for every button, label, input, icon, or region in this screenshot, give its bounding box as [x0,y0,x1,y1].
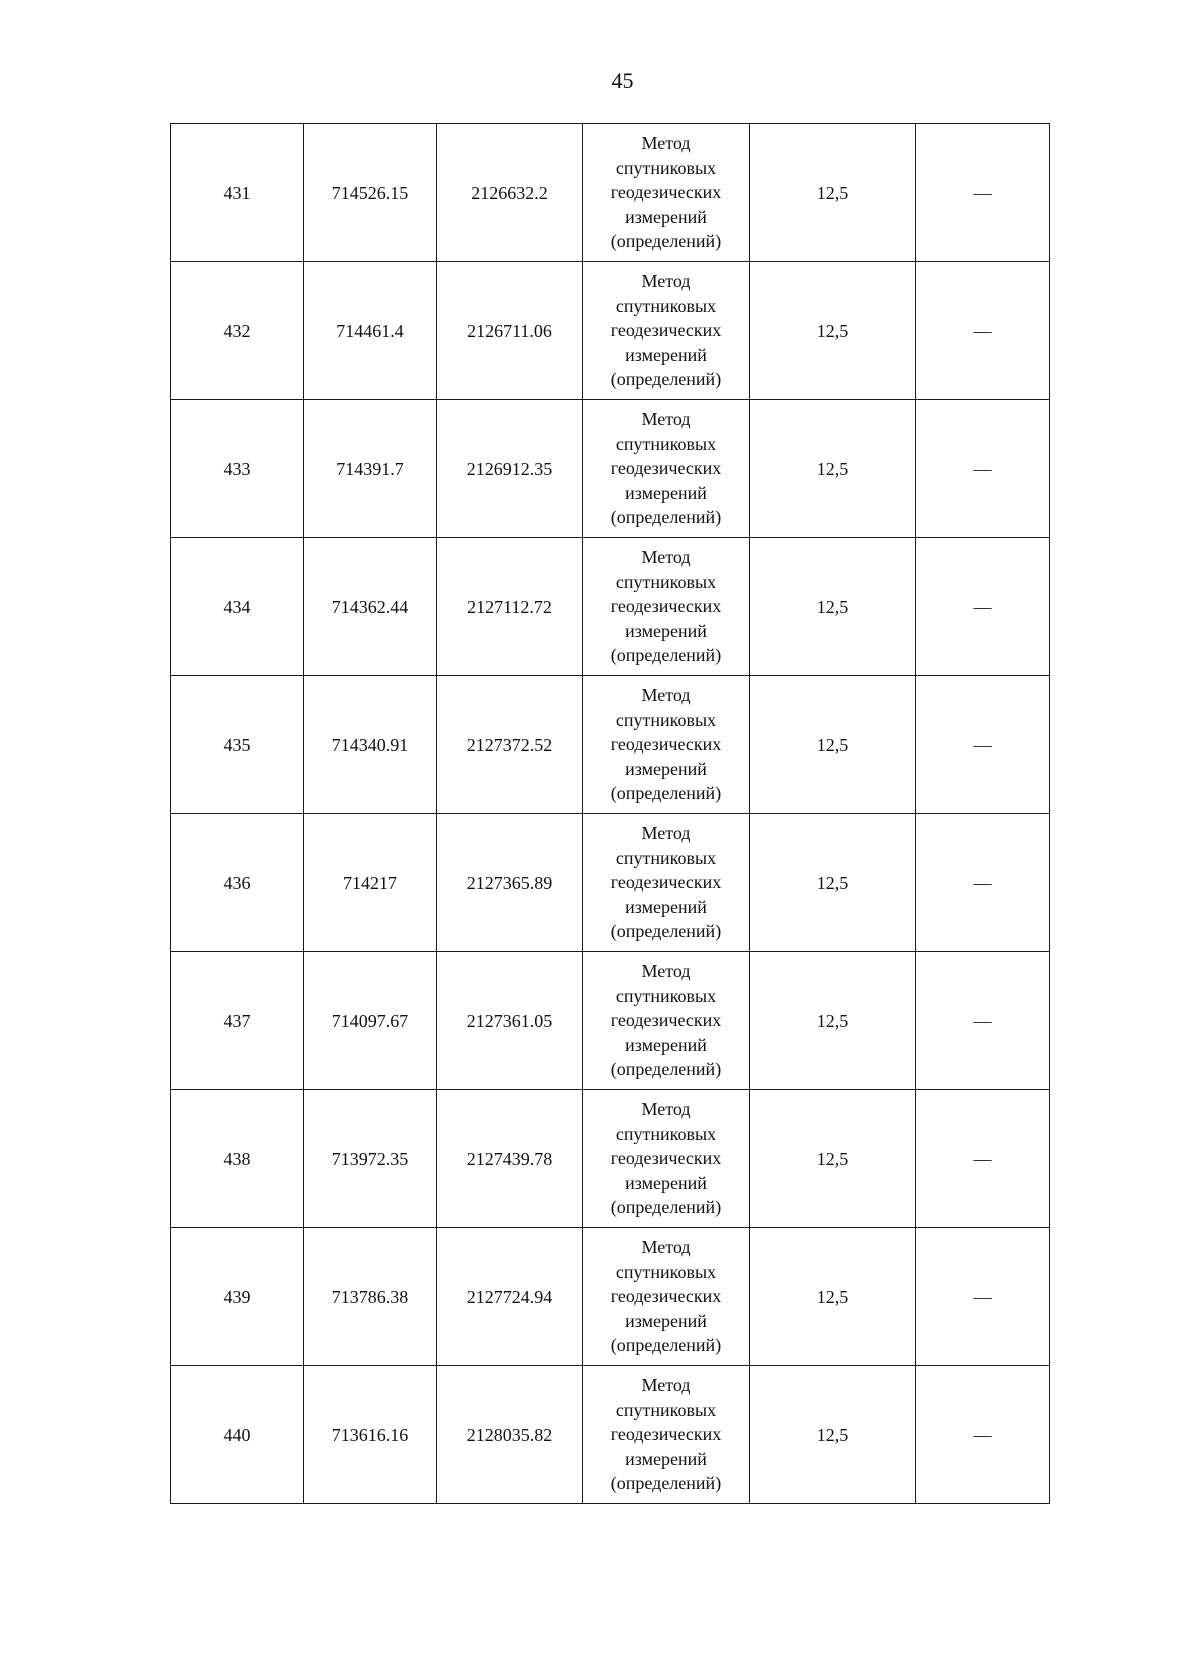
accuracy-value: 12,5 [750,124,916,262]
method-cell [583,400,750,538]
method-line: спутниковых [615,847,717,868]
point-number: 435 [171,676,304,814]
y-coordinate: 2126632.2 [437,124,583,262]
x-coordinate: 714340.91 [304,676,437,814]
point-number: 434 [171,538,304,676]
method-line: Метод [641,823,691,844]
method-line: спутниковых [615,709,717,730]
extra-value: — [916,814,1050,952]
extra-value: — [916,124,1050,262]
method-cell [583,538,750,676]
table-row [171,814,1050,952]
accuracy-value: 12,5 [750,676,916,814]
method-line: геодезических [610,734,722,755]
method-line: геодезических [610,872,722,893]
method-line: измерений [625,344,707,365]
point-number: 438 [171,1090,304,1228]
method-line: геодезических [610,1424,722,1445]
method-line: геодезических [610,1148,722,1169]
method-line: спутниковых [615,295,717,316]
method-line: геодезических [610,1010,722,1031]
accuracy-value: 12,5 [750,538,916,676]
method-line: спутниковых [615,433,717,454]
method-cell [583,814,750,952]
method-line: (определений) [610,507,722,528]
x-coordinate: 714526.15 [304,124,437,262]
method-line: (определений) [610,645,722,666]
method-cell [583,1090,750,1228]
method-line: Метод [641,1237,691,1258]
table-row [171,538,1050,676]
accuracy-value: 12,5 [750,952,916,1090]
y-coordinate: 2127361.05 [437,952,583,1090]
x-coordinate: 714461.4 [304,262,437,400]
method-line: Метод [641,1375,691,1396]
y-coordinate: 2128035.82 [437,1366,583,1504]
extra-value: — [916,952,1050,1090]
extra-value: — [916,1366,1050,1504]
point-number: 431 [171,124,304,262]
y-coordinate: 2127112.72 [437,538,583,676]
method-line: спутниковых [615,571,717,592]
table-row [171,952,1050,1090]
method-line: геодезических [610,182,722,203]
extra-value: — [916,1090,1050,1228]
x-coordinate: 714217 [304,814,437,952]
method-line: измерений [625,896,707,917]
y-coordinate: 2127439.78 [437,1090,583,1228]
extra-value: — [916,400,1050,538]
page-number: 45 [611,68,634,93]
method-line: Метод [641,133,691,154]
method-line: спутниковых [615,1399,717,1420]
method-line: (определений) [610,1197,722,1218]
method-line: (определений) [610,1059,722,1080]
method-line: геодезических [610,458,722,479]
method-line: геодезических [610,596,722,617]
extra-value: — [916,262,1050,400]
method-line: Метод [641,271,691,292]
method-line: измерений [625,206,707,227]
method-line: измерений [625,1034,707,1055]
point-number: 433 [171,400,304,538]
method-line: измерений [625,1310,707,1331]
y-coordinate: 2126711.06 [437,262,583,400]
y-coordinate: 2127365.89 [437,814,583,952]
method-line: Метод [641,547,691,568]
method-line: (определений) [610,1473,722,1494]
table-row [171,676,1050,814]
table-row [171,1228,1050,1366]
method-line: (определений) [610,369,722,390]
accuracy-value: 12,5 [750,1366,916,1504]
table-row [171,400,1050,538]
y-coordinate: 2127724.94 [437,1228,583,1366]
method-line: Метод [641,1099,691,1120]
accuracy-value: 12,5 [750,262,916,400]
accuracy-value: 12,5 [750,400,916,538]
accuracy-value: 12,5 [750,1228,916,1366]
point-number: 440 [171,1366,304,1504]
method-line: геодезических [610,1286,722,1307]
extra-value: — [916,538,1050,676]
method-line: измерений [625,620,707,641]
method-line: Метод [641,961,691,982]
extra-value: — [916,676,1050,814]
x-coordinate: 713972.35 [304,1090,437,1228]
method-line: спутниковых [615,1123,717,1144]
method-line: измерений [625,482,707,503]
method-line: спутниковых [615,1261,717,1282]
point-number: 436 [171,814,304,952]
y-coordinate: 2127372.52 [437,676,583,814]
method-line: Метод [641,409,691,430]
table-row [171,1090,1050,1228]
extra-value: — [916,1228,1050,1366]
method-cell [583,1228,750,1366]
method-line: геодезических [610,320,722,341]
method-cell [583,124,750,262]
point-number: 432 [171,262,304,400]
coordinates-table [170,123,1050,1504]
method-line: измерений [625,758,707,779]
x-coordinate: 714097.67 [304,952,437,1090]
method-cell [583,262,750,400]
accuracy-value: 12,5 [750,1090,916,1228]
table-row [171,262,1050,400]
method-line: Метод [641,685,691,706]
method-line: (определений) [610,1335,722,1356]
table-row [171,1366,1050,1504]
method-cell [583,1366,750,1504]
method-line: (определений) [610,231,722,252]
method-line: измерений [625,1172,707,1193]
table-row [171,124,1050,262]
x-coordinate: 713786.38 [304,1228,437,1366]
method-line: (определений) [610,783,722,804]
x-coordinate: 713616.16 [304,1366,437,1504]
x-coordinate: 714391.7 [304,400,437,538]
x-coordinate: 714362.44 [304,538,437,676]
method-line: измерений [625,1448,707,1469]
y-coordinate: 2126912.35 [437,400,583,538]
method-cell [583,952,750,1090]
method-line: спутниковых [615,985,717,1006]
accuracy-value: 12,5 [750,814,916,952]
method-line: спутниковых [615,157,717,178]
point-number: 437 [171,952,304,1090]
method-cell [583,676,750,814]
method-line: (определений) [610,921,722,942]
point-number: 439 [171,1228,304,1366]
